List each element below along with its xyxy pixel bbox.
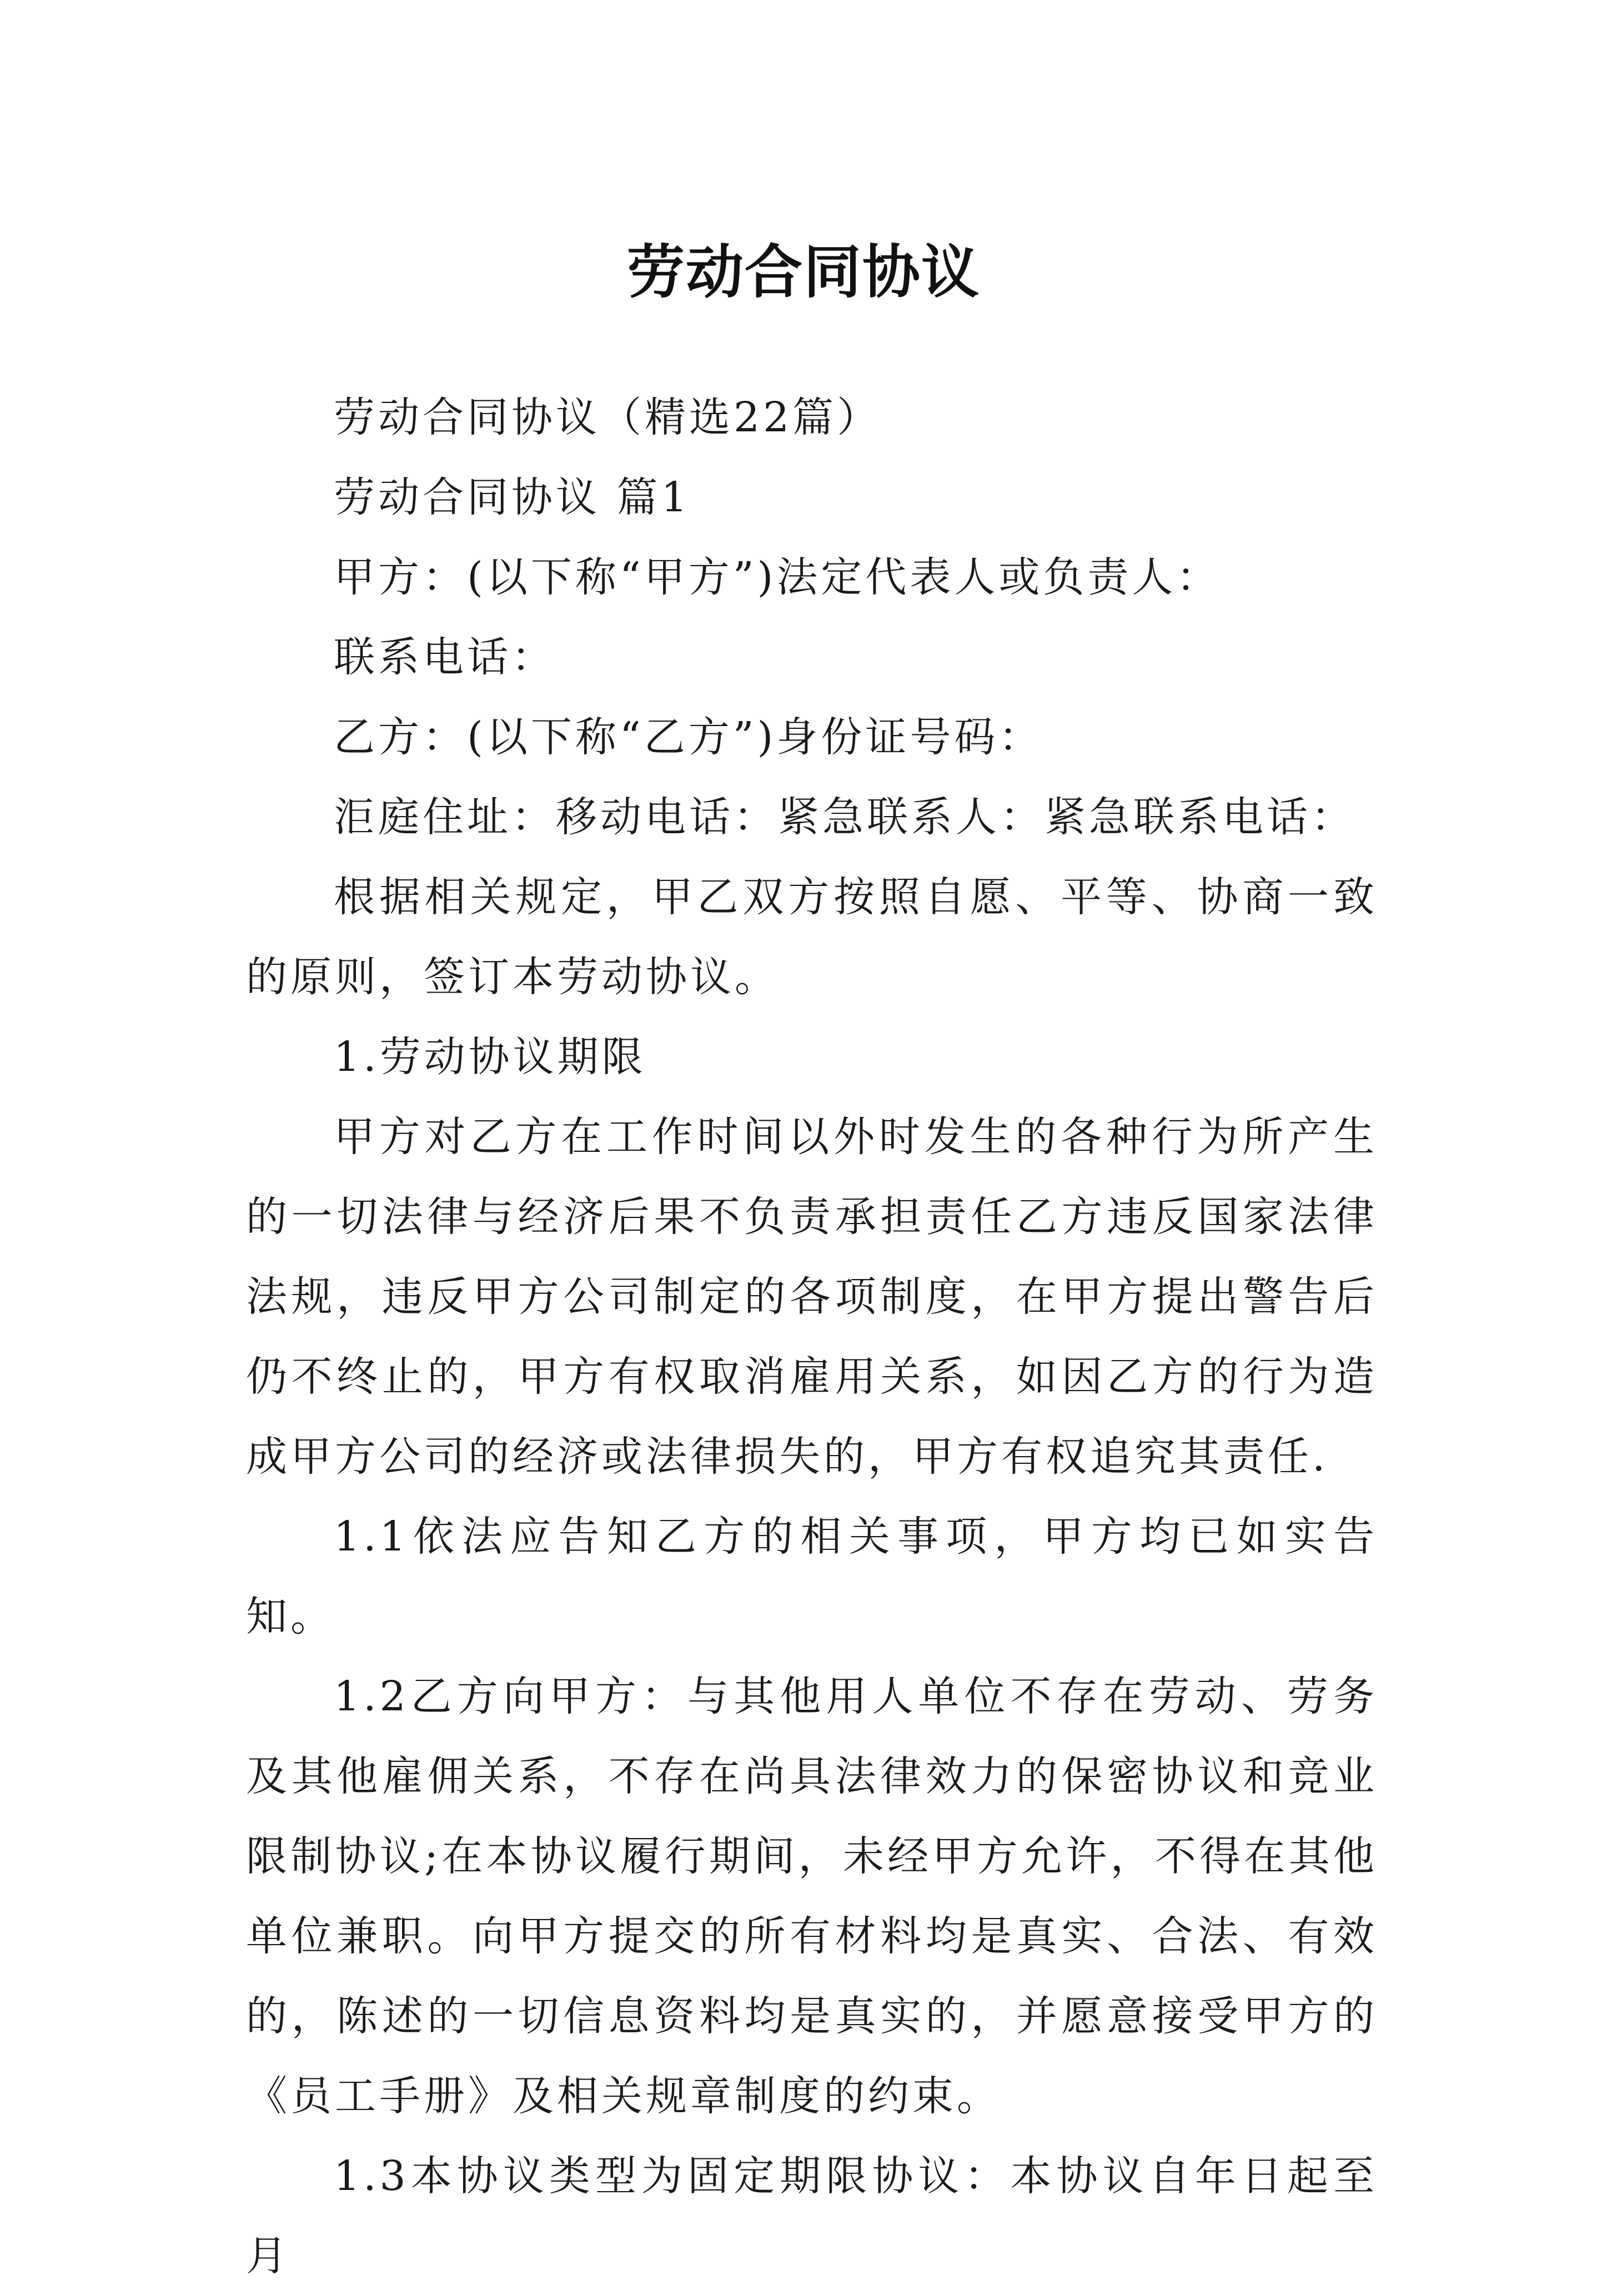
document-title: 劳动合同协议 <box>626 238 980 306</box>
paragraph-party-a: 甲方：(以下称“甲方”)法定代表人或负责人： <box>334 553 1221 601</box>
paragraph-subtitle: 劳动合同协议（精选22篇） <box>334 394 882 441</box>
paragraph-party-b: 乙方：(以下称“乙方”)身份证号码： <box>334 713 1043 761</box>
paragraph-contact-phone: 联系电话： <box>334 633 556 681</box>
paragraph-clause-1-body: 甲方对乙方在工作时间以外时发生的各种行为所产生的一切法律与经济后果不负责承担责任乙方违反国家法律法规，违反甲方公司制定的各项制度，在甲方提出警告后仍不终止的，甲方有权取消雇用关系，如因乙方的行为造成甲方公司的经济或法律损失的，甲方有权追究其责任. <box>246 1113 1378 1481</box>
document-body <box>246 377 1378 2296</box>
paragraph-clause-1-3: 1.3本协议类型为固定期限协议：本协议自年日起至月 <box>246 2152 1378 2280</box>
paragraph-section-heading: 劳动合同协议 篇1 <box>334 474 691 521</box>
paragraph-preamble: 根据相关规定，甲乙双方按照自愿、平等、协商一致的原则，签订本劳动协议。 <box>246 873 1378 1001</box>
paragraph-address: 洰庭住址：移动电话：紧急联系人：紧急联系电话： <box>334 793 1355 841</box>
paragraph-clause-1-2: 1.2乙方向甲方：与其他用人单位不存在劳动、劳务及其他雇佣关系，不存在尚具法律效力的保密协议和竞业限制协议;在本协议履行期间，未经甲方允许，不得在其他单位兼职。向甲方提交的所有材料均是真实、合法、有效的，陈述的一切信息资料均是真实的，并愿意接受甲方的《员工手册》及相关规章制度的约束。 <box>246 1673 1378 2120</box>
paragraph-clause-1-1: 1.1依法应告知乙方的相关事项，甲方均已如实告知。 <box>246 1513 1378 1640</box>
paragraph-clause-1-heading: 1.劳动协议期限 <box>334 1033 646 1081</box>
